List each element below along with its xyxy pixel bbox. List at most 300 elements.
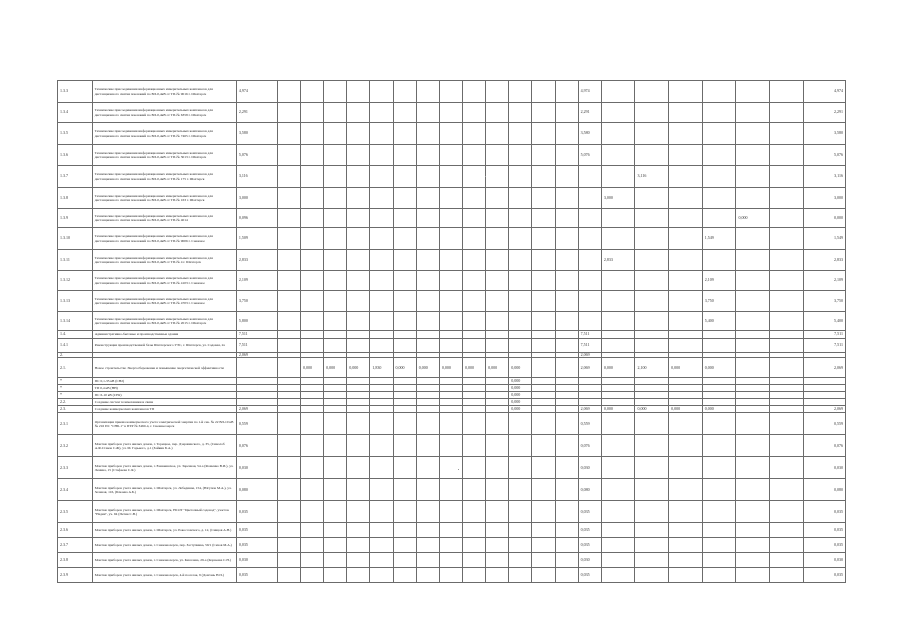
value-cell: [532, 358, 555, 378]
value-cell: [393, 209, 416, 228]
value-cell: [393, 406, 416, 413]
value-cell: [462, 228, 485, 250]
value-cell: [635, 413, 669, 435]
value-cell: 5,400: [702, 312, 736, 331]
value-cell: [486, 81, 509, 103]
value-cell: [393, 81, 416, 103]
row-number-cell: *: [58, 378, 93, 385]
value-cell: 3,580: [803, 123, 845, 145]
value-cell: [635, 331, 669, 339]
scan-speck: [485, 176, 486, 177]
value-cell: [439, 523, 462, 538]
row-number-cell: *: [58, 392, 93, 399]
value-cell: [770, 312, 804, 331]
value-cell: [770, 145, 804, 166]
value-cell: [439, 312, 462, 331]
value-cell: [324, 331, 347, 339]
value-cell: 2,833: [803, 250, 845, 271]
value-cell: 0,035: [803, 538, 845, 553]
value-cell: [669, 435, 703, 457]
value-cell: 0,076: [578, 435, 601, 457]
value-cell: 0,030: [578, 553, 601, 568]
value-cell: [601, 378, 635, 385]
value-cell: [416, 250, 439, 271]
table-row: [58, 553, 846, 568]
value-cell: [324, 413, 347, 435]
table-row: [58, 501, 846, 523]
value-cell: [601, 523, 635, 538]
value-cell: 0,035: [236, 501, 277, 523]
value-cell: [393, 228, 416, 250]
value-cell: [669, 312, 703, 331]
value-cell: [509, 188, 532, 209]
value-cell: [416, 123, 439, 145]
value-cell: [770, 479, 804, 501]
value-cell: [803, 399, 845, 406]
value-cell: [669, 568, 703, 583]
value-cell: [324, 209, 347, 228]
value-cell: [635, 378, 669, 385]
row-number-cell: 2.3.: [58, 406, 93, 413]
value-cell: [393, 538, 416, 553]
value-cell: [393, 392, 416, 399]
value-cell: [416, 271, 439, 291]
value-cell: [416, 392, 439, 399]
table-row: [58, 523, 846, 538]
value-cell: [277, 228, 300, 250]
value-cell: [277, 291, 300, 312]
value-cell: [462, 81, 485, 103]
value-cell: [770, 188, 804, 209]
value-cell: [669, 81, 703, 103]
value-cell: [736, 501, 770, 523]
value-cell: [635, 399, 669, 406]
value-cell: [736, 553, 770, 568]
value-cell: [532, 501, 555, 523]
table-row: [58, 81, 846, 103]
value-cell: [702, 568, 736, 583]
row-number-cell: 1.3.5: [58, 123, 93, 145]
value-cell: [509, 166, 532, 188]
value-cell: [300, 413, 323, 435]
value-cell: [555, 457, 578, 479]
value-cell: [601, 413, 635, 435]
value-cell: [555, 291, 578, 312]
value-cell: [370, 378, 393, 385]
value-cell: [509, 538, 532, 553]
value-cell: 2,069: [578, 406, 601, 413]
value-cell: [393, 123, 416, 145]
value-cell: [370, 339, 393, 353]
row-description-cell: ТП 0,4 кВ (НН): [92, 385, 236, 392]
row-number-cell: 1.3.7: [58, 166, 93, 188]
value-cell: [486, 228, 509, 250]
value-cell: [277, 312, 300, 331]
value-cell: [300, 166, 323, 188]
table-row: [58, 406, 846, 413]
value-cell: [324, 378, 347, 385]
value-cell: [324, 145, 347, 166]
value-cell: [770, 271, 804, 291]
value-cell: [416, 228, 439, 250]
value-cell: 0,035: [236, 568, 277, 583]
value-cell: [486, 103, 509, 123]
value-cell: [300, 568, 323, 583]
value-cell: [601, 553, 635, 568]
value-cell: [462, 399, 485, 406]
row-description-cell: Монтаж приборов учета жилых домов, г. Снежнеозерск, пер. Заступника, 59/1 (Сизов М.А.): [92, 538, 236, 553]
value-cell: [532, 553, 555, 568]
value-cell: [277, 103, 300, 123]
value-cell: [702, 166, 736, 188]
value-cell: [555, 385, 578, 392]
value-cell: [393, 103, 416, 123]
value-cell: [770, 568, 804, 583]
value-cell: [347, 271, 370, 291]
value-cell: 2,069: [803, 406, 845, 413]
table-row: [58, 188, 846, 209]
value-cell: [635, 145, 669, 166]
value-cell: [347, 339, 370, 353]
value-cell: [462, 250, 485, 271]
value-cell: [702, 538, 736, 553]
value-cell: [770, 103, 804, 123]
value-cell: [462, 339, 485, 353]
value-cell: [601, 312, 635, 331]
value-cell: [324, 81, 347, 103]
value-cell: [702, 501, 736, 523]
value-cell: [277, 457, 300, 479]
value-cell: [736, 406, 770, 413]
value-cell: [702, 523, 736, 538]
value-cell: 3,116: [803, 166, 845, 188]
value-cell: 1,549: [803, 228, 845, 250]
value-cell: [486, 435, 509, 457]
value-cell: [393, 331, 416, 339]
table-row: [58, 435, 846, 457]
value-cell: [635, 568, 669, 583]
value-cell: [486, 406, 509, 413]
value-cell: 3,116: [635, 166, 669, 188]
value-cell: [347, 312, 370, 331]
value-cell: [532, 123, 555, 145]
value-cell: [555, 312, 578, 331]
value-cell: 2,109: [702, 271, 736, 291]
value-cell: [578, 228, 601, 250]
value-cell: [347, 399, 370, 406]
value-cell: [393, 188, 416, 209]
value-cell: [347, 209, 370, 228]
table-row: [58, 250, 846, 271]
value-cell: [300, 538, 323, 553]
value-cell: [532, 399, 555, 406]
value-cell: [277, 413, 300, 435]
value-cell: [509, 523, 532, 538]
table-row: [58, 331, 846, 339]
value-cell: [347, 331, 370, 339]
value-cell: 0,000: [736, 209, 770, 228]
value-cell: [486, 553, 509, 568]
value-cell: 3,750: [803, 291, 845, 312]
value-cell: 0,035: [803, 501, 845, 523]
table-row: [58, 457, 846, 479]
value-cell: [486, 123, 509, 145]
value-cell: [532, 209, 555, 228]
value-cell: [601, 331, 635, 339]
value-cell: [439, 413, 462, 435]
value-cell: [416, 435, 439, 457]
table-row: [58, 166, 846, 188]
value-cell: 0,035: [236, 538, 277, 553]
value-cell: [439, 228, 462, 250]
value-cell: [601, 145, 635, 166]
value-cell: [635, 457, 669, 479]
value-cell: [736, 413, 770, 435]
value-cell: [416, 145, 439, 166]
value-cell: [601, 271, 635, 291]
value-cell: 0,000: [439, 358, 462, 378]
value-cell: [324, 123, 347, 145]
value-cell: [370, 479, 393, 501]
row-description-cell: ПС 6-10 кВ (СН2): [92, 392, 236, 399]
value-cell: [509, 339, 532, 353]
value-cell: [736, 103, 770, 123]
value-cell: [236, 378, 277, 385]
value-cell: [370, 392, 393, 399]
value-cell: [393, 568, 416, 583]
value-cell: [370, 435, 393, 457]
value-cell: [702, 331, 736, 339]
row-description-cell: Технические присоединения информационных измерительных комплексов для дистанционного снятия показаний по ВЛ-0,4кВ от ТП-№ 7465 г. Шахтерск: [92, 123, 236, 145]
value-cell: [462, 457, 485, 479]
value-cell: [277, 435, 300, 457]
value-cell: [277, 553, 300, 568]
value-cell: [509, 123, 532, 145]
value-cell: [736, 538, 770, 553]
value-cell: [555, 378, 578, 385]
row-number-cell: 2.3.2: [58, 435, 93, 457]
value-cell: [669, 331, 703, 339]
value-cell: [509, 271, 532, 291]
value-cell: 0,000: [635, 406, 669, 413]
value-cell: [236, 392, 277, 399]
value-cell: [486, 385, 509, 392]
value-cell: [439, 435, 462, 457]
value-cell: [736, 399, 770, 406]
row-description-cell: Новое строительство Энергосбережение и повышение энергетической эффективности: [92, 358, 236, 378]
value-cell: [300, 123, 323, 145]
value-cell: [770, 123, 804, 145]
value-cell: [300, 479, 323, 501]
value-cell: [439, 553, 462, 568]
value-cell: [486, 392, 509, 399]
table-row: [58, 123, 846, 145]
value-cell: [555, 209, 578, 228]
value-cell: 0,080: [578, 479, 601, 501]
value-cell: [416, 378, 439, 385]
table-row: [58, 385, 846, 392]
value-cell: 0,030: [578, 457, 601, 479]
value-cell: 0,000: [669, 406, 703, 413]
value-cell: 0,000: [601, 358, 635, 378]
row-description-cell: Создание коммерческих комплексов ТП: [92, 406, 236, 413]
value-cell: [277, 378, 300, 385]
value-cell: [300, 385, 323, 392]
value-cell: [509, 209, 532, 228]
value-cell: 2,833: [236, 250, 277, 271]
row-description-cell: Монтаж приборов учета жилых домов, г. Енакиевское, ул. Заречная, 54-а (Фоменко В.И.), ул. Ленина, 15 (Стафеева С.Я.): [92, 457, 236, 479]
value-cell: [770, 413, 804, 435]
value-cell: [324, 501, 347, 523]
value-cell: [393, 145, 416, 166]
value-cell: [702, 339, 736, 353]
value-cell: [462, 553, 485, 568]
value-cell: [736, 123, 770, 145]
value-cell: [393, 479, 416, 501]
value-cell: [277, 209, 300, 228]
value-cell: [669, 250, 703, 271]
row-number-cell: 1.3.4: [58, 103, 93, 123]
value-cell: 0,030: [803, 553, 845, 568]
value-cell: [462, 413, 485, 435]
value-cell: [702, 457, 736, 479]
value-cell: [578, 188, 601, 209]
value-cell: [416, 413, 439, 435]
value-cell: [532, 479, 555, 501]
value-cell: 4,974: [803, 81, 845, 103]
value-cell: [635, 385, 669, 392]
table-row: [58, 291, 846, 312]
value-cell: [601, 435, 635, 457]
value-cell: [635, 339, 669, 353]
value-cell: [770, 81, 804, 103]
value-cell: [669, 145, 703, 166]
value-cell: [532, 378, 555, 385]
value-cell: [669, 413, 703, 435]
value-cell: [486, 209, 509, 228]
value-cell: [509, 103, 532, 123]
value-cell: [393, 501, 416, 523]
value-cell: [736, 392, 770, 399]
value-cell: [532, 250, 555, 271]
table-row: [58, 209, 846, 228]
value-cell: [702, 378, 736, 385]
row-description-cell: Технические присоединения информационных измерительных комплексов для дистанционного снятия показаний по ВЛ-0,4кВ от ТП-№ 2015 г. Шахтерск: [92, 312, 236, 331]
row-description-cell: ПС 0,1-35 кВ (СН2): [92, 378, 236, 385]
table-row: [58, 103, 846, 123]
value-cell: 0,035: [578, 501, 601, 523]
value-cell: [370, 413, 393, 435]
row-number-cell: 1.3.9: [58, 209, 93, 228]
value-cell: [578, 378, 601, 385]
value-cell: [736, 228, 770, 250]
value-cell: [736, 188, 770, 209]
value-cell: 0,000: [509, 392, 532, 399]
value-cell: [486, 250, 509, 271]
value-cell: [300, 271, 323, 291]
value-cell: [555, 250, 578, 271]
row-description-cell: Технические присоединения информационных измерительных комплексов для дистанционного снятия показаний по ВЛ-0,4кВ от ТП-№ 9006 г. Снежное: [92, 228, 236, 250]
row-description-cell: Технические присоединения информационных измерительных комплексов для дистанционного снятия показаний по ВЛ-0,4кВ от ТП-№ 175 г. Шахтерск: [92, 166, 236, 188]
table-row: [58, 479, 846, 501]
value-cell: [300, 312, 323, 331]
value-cell: [462, 145, 485, 166]
value-cell: [555, 406, 578, 413]
value-cell: 0,035: [803, 523, 845, 538]
row-number-cell: 2.2.: [58, 399, 93, 406]
investment-program-table: [57, 80, 846, 583]
value-cell: [416, 188, 439, 209]
value-cell: [462, 523, 485, 538]
value-cell: 7,511: [803, 331, 845, 339]
row-number-cell: 1.3.11: [58, 250, 93, 271]
value-cell: [393, 339, 416, 353]
value-cell: [532, 392, 555, 399]
row-description-cell: Монтаж приборов учета жилых домов, г. Шахтерск, НСОТ "Цветочный садовод", участок "Надия", уч. 94 (Петик С.В.): [92, 501, 236, 523]
value-cell: [277, 339, 300, 353]
value-cell: [462, 291, 485, 312]
value-cell: 0,080: [803, 479, 845, 501]
value-cell: [532, 457, 555, 479]
value-cell: [277, 145, 300, 166]
value-cell: [702, 435, 736, 457]
value-cell: [393, 291, 416, 312]
value-cell: 0,000: [393, 358, 416, 378]
value-cell: [324, 568, 347, 583]
value-cell: [555, 538, 578, 553]
value-cell: [486, 479, 509, 501]
value-cell: 0,030: [803, 457, 845, 479]
value-cell: [486, 378, 509, 385]
value-cell: 3,000: [601, 188, 635, 209]
value-cell: [669, 501, 703, 523]
value-cell: 2,291: [578, 103, 601, 123]
value-cell: [555, 166, 578, 188]
value-cell: [532, 291, 555, 312]
value-cell: 1,509: [236, 228, 277, 250]
value-cell: [347, 406, 370, 413]
value-cell: [532, 81, 555, 103]
value-cell: [393, 435, 416, 457]
value-cell: [347, 228, 370, 250]
value-cell: 0,080: [236, 479, 277, 501]
value-cell: [416, 399, 439, 406]
value-cell: 4,974: [578, 81, 601, 103]
value-cell: [393, 166, 416, 188]
value-cell: [770, 385, 804, 392]
value-cell: [370, 312, 393, 331]
value-cell: [416, 339, 439, 353]
row-number-cell: 2.3.1: [58, 413, 93, 435]
value-cell: [347, 250, 370, 271]
value-cell: 2,069: [236, 406, 277, 413]
value-cell: [347, 413, 370, 435]
row-number-cell: 2.3.8: [58, 553, 93, 568]
value-cell: [555, 523, 578, 538]
value-cell: 0,030: [236, 457, 277, 479]
row-number-cell: 2.: [58, 353, 93, 358]
value-cell: [555, 339, 578, 353]
value-cell: [736, 145, 770, 166]
value-cell: [439, 209, 462, 228]
row-description-cell: Технические присоединения информационных измерительных комплексов для дистанционного снятия показаний по ВЛ-0,4кВ от ТП-№ 4703 г. Снежное: [92, 291, 236, 312]
value-cell: [324, 523, 347, 538]
value-cell: [347, 145, 370, 166]
row-number-cell: 1.3.14: [58, 312, 93, 331]
value-cell: [347, 457, 370, 479]
value-cell: [486, 271, 509, 291]
value-cell: 7,511: [578, 331, 601, 339]
